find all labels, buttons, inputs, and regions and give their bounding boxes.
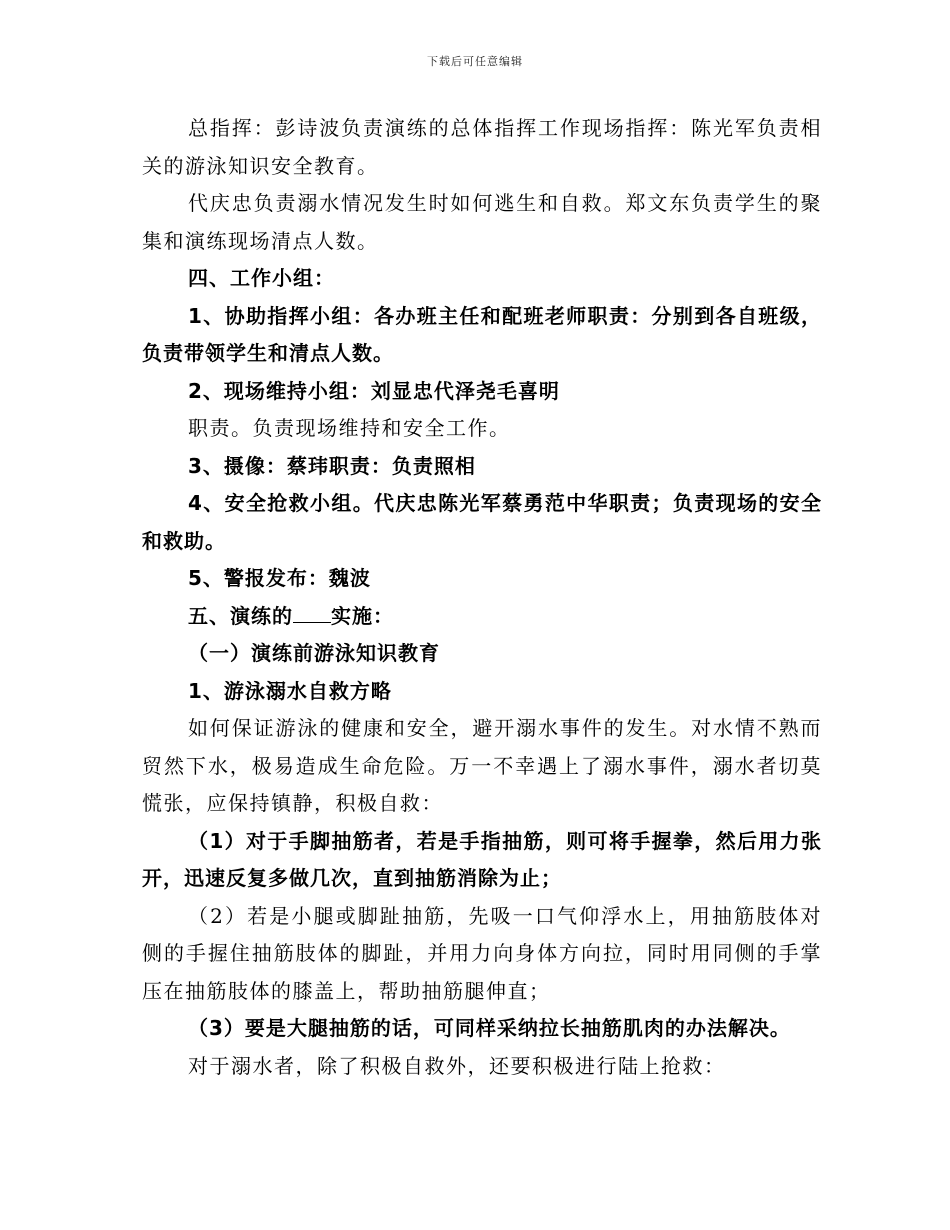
paragraph-thigh-cramp: （3）要是大腿抽筋的话，可同样采纳拉长抽筋肌肉的办法解决。 bbox=[188, 1016, 791, 1040]
paragraph-finger-cramp: （1）对于手脚抽筋者，若是手指抽筋，则可将手握拳，然后用力张开，迅速反复多做几次，直到抽筋消除为止； bbox=[142, 828, 822, 890]
paragraph-camera: 3、摄像：蔡玮职责：负责照相 bbox=[188, 453, 476, 478]
document-body bbox=[142, 110, 822, 1085]
section-heading-implementation bbox=[142, 598, 822, 636]
subsection-heading-self-rescue: 1、游泳溺水自救方略 bbox=[188, 678, 392, 703]
paragraph-assist-group: 1、协助指挥小组：各办班主任和配班老师职责：分别到各自班级，负责带领学生和清点人数。 bbox=[142, 303, 822, 365]
paragraph-safety-intro: 如何保证游泳的健康和安全，避开溺水事件的发生。对水情不熟而贸然下水，极易造成生命危险。万一不幸遇上了溺水事件，溺水者切莫慌张，应保持镇静，积极自救： bbox=[142, 716, 822, 815]
paragraph-land-rescue: 对于溺水者，除了积极自救外，还要积极进行陆上抢救： bbox=[188, 1053, 726, 1078]
paragraph-calf-cramp: （2）若是小腿或脚趾抽筋，先吸一口气仰浮水上，用抽筋肢体对侧的手握住抽筋肢体的脚趾，并用力向身体方向拉，同时用同侧的手掌压在抽筋肢体的膝盖上，帮助抽筋腿伸直； bbox=[142, 903, 822, 1003]
paragraph-self-rescue-lead: 代庆忠负责溺水情况发生时如何逃生和自救。郑文东负责学生的聚集和演练现场清点人数。 bbox=[142, 191, 822, 253]
paragraph-rescue-group: 4、安全抢救小组。代庆忠陈光军蔡勇范中华职责；负责现场的安全和救助。 bbox=[142, 491, 822, 553]
blank-underline bbox=[293, 604, 331, 623]
page-header: 下载后可任意编辑 bbox=[427, 55, 523, 68]
paragraph-order-duty: 职责。负责现场维持和安全工作。 bbox=[188, 416, 511, 440]
paragraph-alarm: 5、警报发布：魏波 bbox=[188, 566, 371, 590]
subsection-heading-education: （一）演练前游泳知识教育 bbox=[188, 641, 440, 665]
paragraph-order-group: 2、现场维持小组：刘显忠代泽尧毛喜明 bbox=[188, 378, 560, 403]
section-heading-work-groups: 四、工作小组： bbox=[188, 266, 335, 290]
heading-text-after-blank: 实施： bbox=[331, 603, 394, 628]
paragraph-commander: 总指挥：彭诗波负责演练的总体指挥工作现场指挥：陈光军负责相关的游泳知识安全教育。 bbox=[142, 116, 822, 178]
heading-text-before-blank: 五、演练的 bbox=[188, 603, 293, 628]
